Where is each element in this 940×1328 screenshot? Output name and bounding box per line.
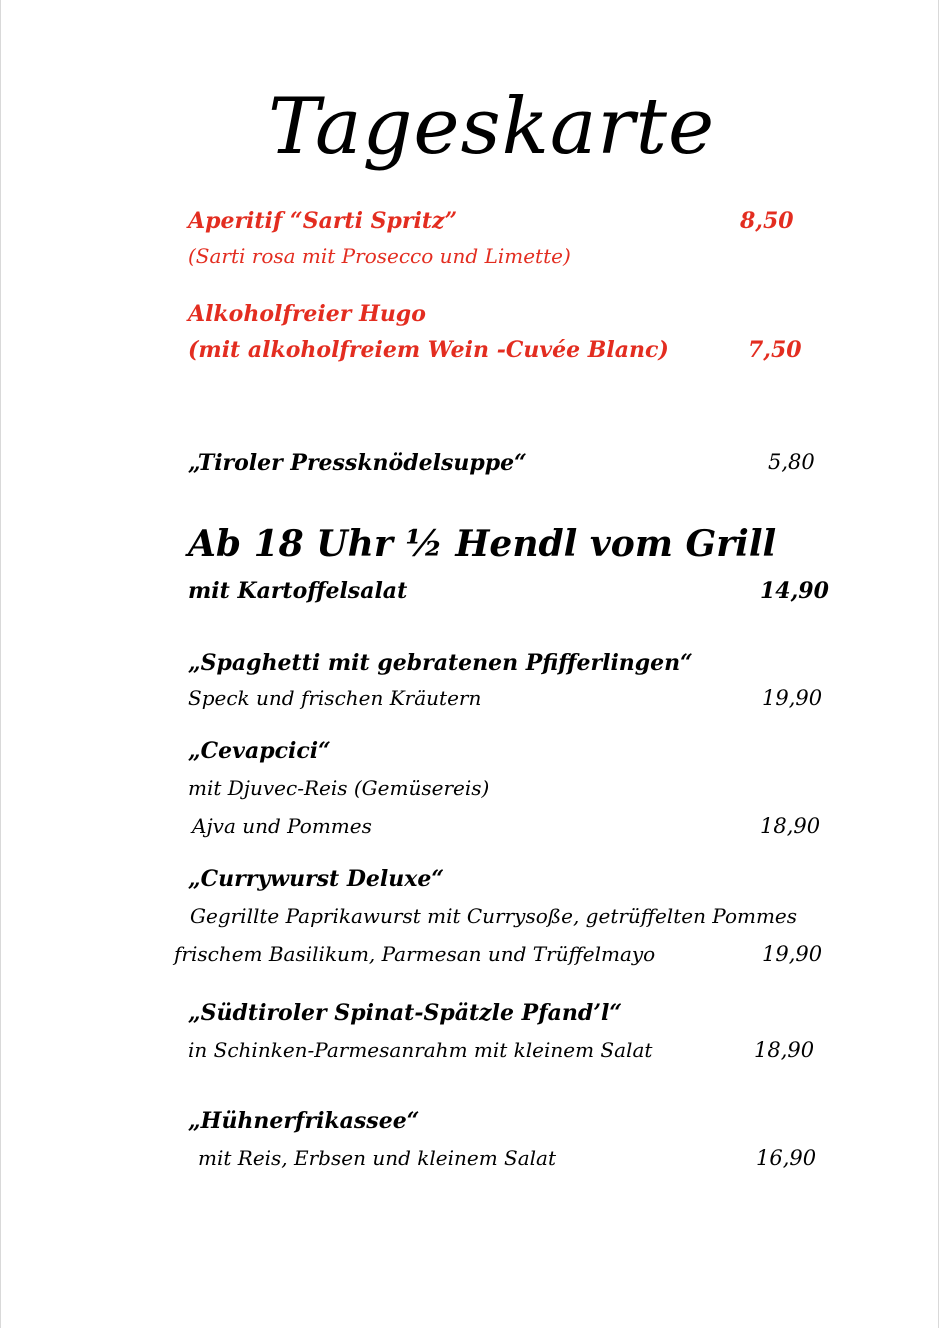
- soup-price: 5,80: [768, 450, 815, 474]
- dish-3-price: 19,90: [762, 942, 823, 966]
- dish-4-desc: in Schinken-Parmesanrahm mit kleinem Salat: [188, 1038, 653, 1062]
- dish-4-name: „Südtiroler Spinat-Spätzle Pfand’l“: [188, 1000, 622, 1026]
- dish-5-desc: mit Reis, Erbsen und kleinem Salat: [198, 1146, 557, 1170]
- dish-1-desc: Speck und frischen Kräutern: [188, 686, 482, 710]
- grill-desc: mit Kartoffelsalat: [188, 578, 408, 604]
- menu-title: Tageskarte: [268, 82, 716, 172]
- dish-5-name: „Hühnerfrikassee“: [188, 1108, 420, 1134]
- page-edge-right: [938, 0, 939, 1328]
- aperitif-2-name: Alkoholfreier Hugo: [188, 301, 426, 327]
- dish-3-desc-1: Gegrillte Paprikawurst mit Currysoße, getrüffelten Pommes: [190, 904, 798, 928]
- dish-1-price: 19,90: [762, 686, 823, 710]
- aperitif-2-desc: (mit alkoholfreiem Wein -Cuvée Blanc): [188, 337, 669, 363]
- aperitif-1-name: Aperitif “Sarti Spritz”: [188, 208, 458, 234]
- dish-2-price: 18,90: [760, 814, 821, 838]
- aperitif-1-price: 8,50: [740, 208, 794, 234]
- dish-3-desc-2: frischem Basilikum, Parmesan und Trüffelmayo: [174, 942, 656, 966]
- soup-name: „Tiroler Pressknödelsuppe“: [188, 450, 527, 476]
- dish-2-desc-2: Ajva und Pommes: [192, 814, 372, 838]
- dish-1-name: „Spaghetti mit gebratenen Pfifferlingen“: [188, 650, 693, 676]
- dish-5-price: 16,90: [756, 1146, 817, 1170]
- page-edge-left: [0, 0, 1, 1328]
- dish-4-price: 18,90: [754, 1038, 815, 1062]
- dish-2-desc-1: mit Djuvec-Reis (Gemüsereis): [188, 776, 490, 800]
- grill-price: 14,90: [760, 578, 829, 604]
- dish-3-name: „Currywurst Deluxe“: [188, 866, 445, 892]
- grill-headline: Ab 18 Uhr ½ Hendl vom Grill: [188, 523, 777, 565]
- aperitif-2-price: 7,50: [748, 337, 802, 363]
- dish-2-name: „Cevapcici“: [188, 738, 331, 764]
- aperitif-1-desc: (Sarti rosa mit Prosecco und Limette): [188, 244, 571, 268]
